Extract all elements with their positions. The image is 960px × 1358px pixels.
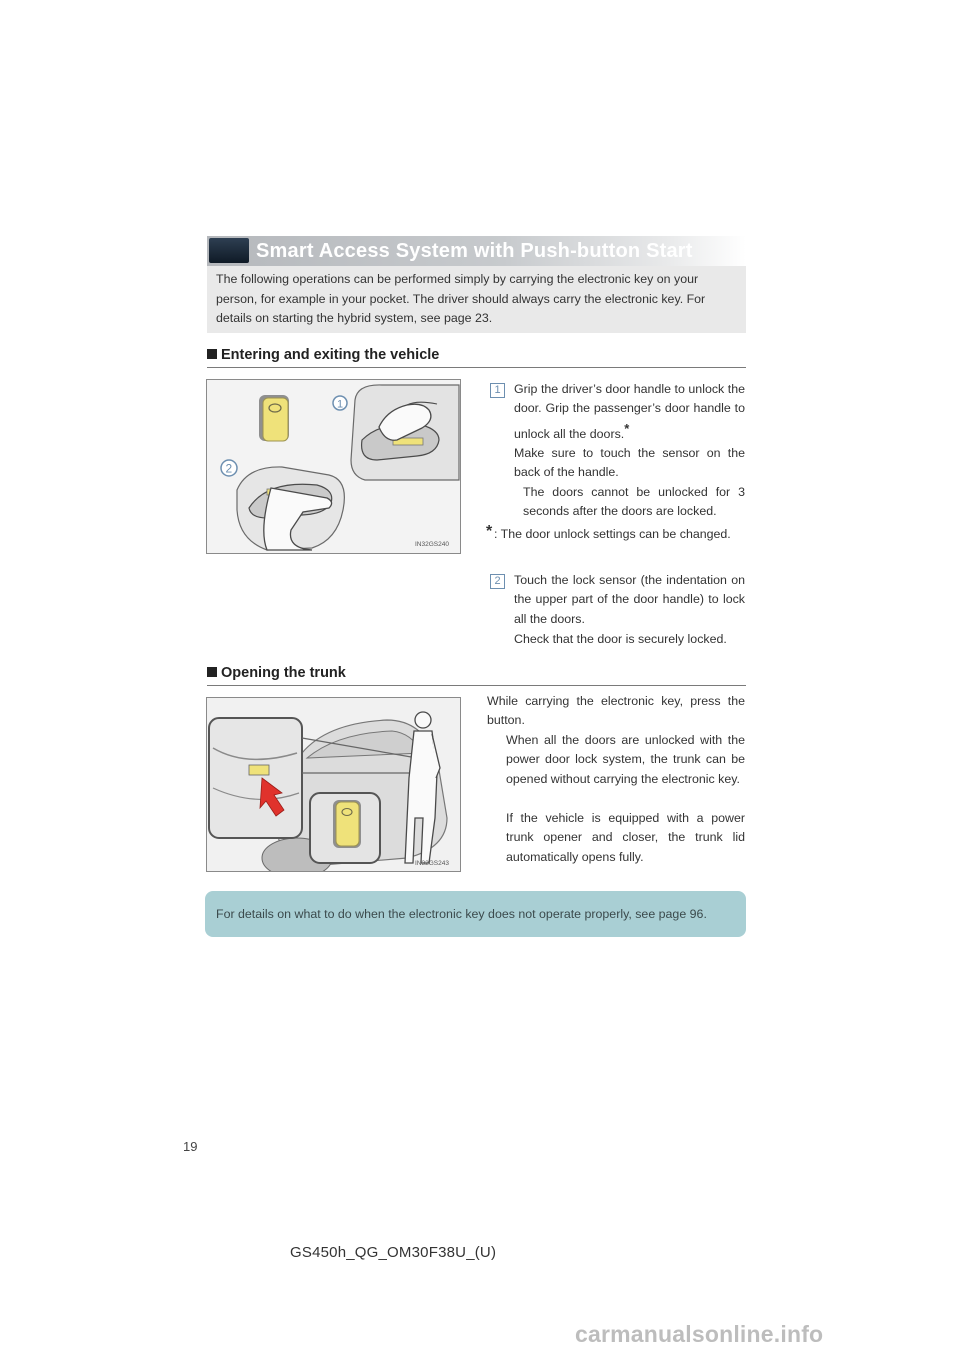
step-1-note: Make sure to touch the sensor on the back of the handle. <box>514 446 745 480</box>
svg-text:2: 2 <box>225 461 233 476</box>
step-1-subnote: The doors cannot be unlocked for 3 seconds after the doors are locked. <box>523 485 745 519</box>
callout-1-icon <box>333 396 347 411</box>
figure-code-1: IN32GS240 <box>415 541 449 548</box>
step-number-2: 2 <box>490 574 505 589</box>
trunk-note-1: When all the doors are unlocked with the power door lock system, the trunk can be opened without carrying the electronic key. <box>506 733 745 786</box>
section-heading-trunk <box>207 663 746 686</box>
trunk-text: While carrying the electronic key, press the button. <box>487 694 745 728</box>
door-handle-illustration <box>207 380 460 553</box>
step-2-text: Touch the lock sensor (the indentation on the upper part of the door handle) to lock all the doors. <box>514 573 745 626</box>
figure-door-handles <box>206 379 461 554</box>
footnote-text: : The door unlock settings can be changed. <box>494 527 731 541</box>
square-bullet-icon <box>207 667 217 677</box>
section-heading-entering-text: Entering and exiting the vehicle <box>221 347 440 363</box>
page-number: 19 <box>183 1139 198 1154</box>
page-title: Smart Access System with Push-button Start <box>256 240 693 262</box>
banner-tab-mark <box>209 238 249 263</box>
footnote-asterisk: * <box>486 523 493 540</box>
electronic-key-icon <box>259 395 289 441</box>
note-box: For details on what to do when the electronic key does not operate properly, see page 96. <box>205 891 746 937</box>
square-bullet-icon <box>207 349 217 359</box>
step-2-note: Check that the door is securely locked. <box>514 632 727 646</box>
svg-text:1: 1 <box>337 398 344 411</box>
electronic-key-icon <box>333 800 361 848</box>
step-1-text <box>514 380 745 444</box>
section-heading-entering <box>207 345 746 368</box>
step-1-main-text: Grip the driver’s door handle to unlock the door. Grip the passenger’s door handle to unlock all the doors. <box>514 382 745 441</box>
callout-2-icon <box>221 460 237 476</box>
watermark: carmanualsonline.info <box>575 1321 824 1347</box>
intro-text: The following operations can be performed simply by carrying the electronic key on your person, for example in your pocket. The driver should always carry the electronic key. For details on starting the hybrid system, see page 23. <box>207 266 746 333</box>
section-heading-trunk-text: Opening the trunk <box>221 665 346 681</box>
trunk-illustration <box>207 698 460 871</box>
asterisk-mark: * <box>624 420 630 436</box>
trunk-note-2: If the vehicle is equipped with a power trunk opener and closer, the trunk lid automatically opens fully. <box>506 811 745 864</box>
step-number-1: 1 <box>490 383 505 398</box>
footer-code: GS450h_QG_OM30F38U_(U) <box>290 1244 497 1261</box>
figure-trunk-opener <box>206 697 461 872</box>
figure-code-2: IN32GS243 <box>415 860 449 867</box>
